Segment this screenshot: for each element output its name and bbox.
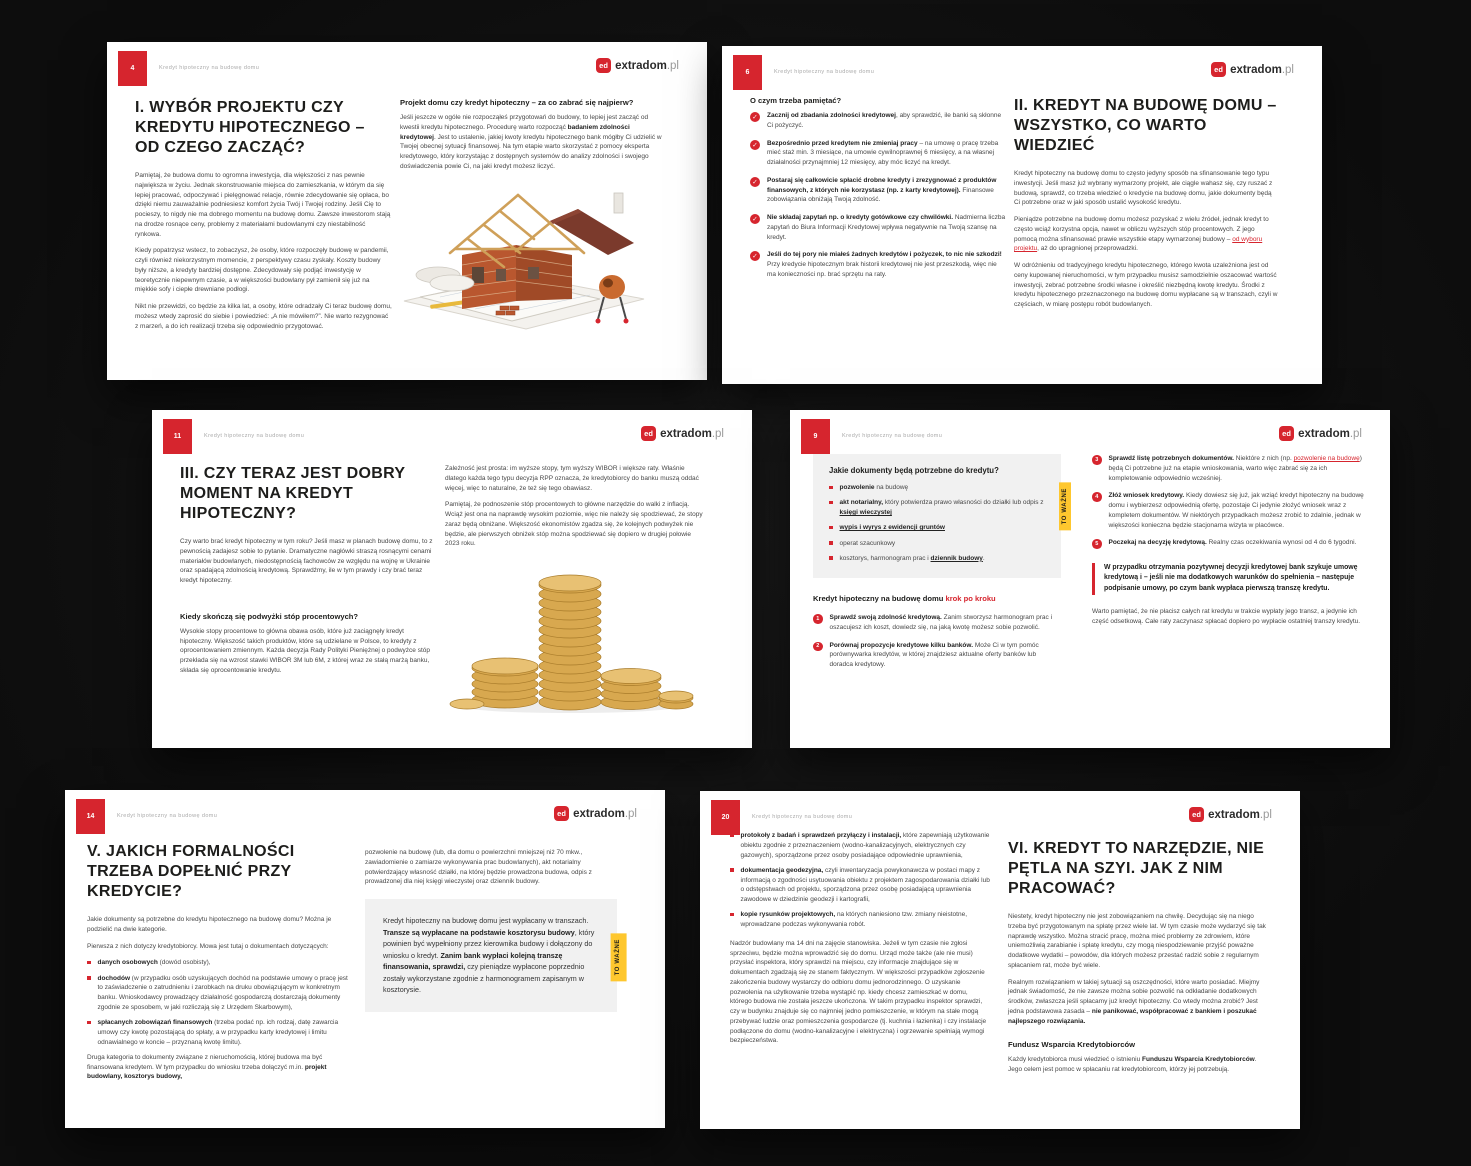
page-number: 6: [745, 69, 750, 76]
list-item: dokumentacja geodezyjna, czyli inwentaryzacja powykonawcza w postaci mapy z informacją o zgodności usytuowania obiektu z projektem zagospodarowania działki lub o odstępstwach od projektu, sporządzona przez osobę posiadającą uprawnienia zawodowe w dziedzinie geodezji i kartografii,: [730, 866, 990, 905]
paragraph: Kiedy popatrzysz wstecz, to zobaczysz, że osoby, które rozpoczęły budowę w pandemii, czyli również niekorzystnym momencie, z perspektywy czasu zyskały. Koszty budowy były niższe, a kredyty bardziej dostępne. Zdecydowały się podjąć inwestycję w teoretycznie niepewnym czasie, a w większości budowlany pył zamienił się już na miękkie sofy i ciepłe drewniane podłogi.: [135, 247, 389, 294]
paragraph: Każdy kredytobiorca musi wiedzieć o istnieniu Funduszu Wsparcia Kredytobiorców. Jego celem jest pomoc w spłacaniu rat kredytobiorcom, którzy jej potrzebują.: [1008, 1056, 1257, 1073]
square-bullet-icon: [87, 961, 91, 965]
breadcrumb: Kredyt hipoteczny na budowę domu: [774, 69, 875, 75]
slide-page-20: [700, 791, 1300, 1129]
list-item: kosztorys, harmonogram prac i dziennik budowy.: [829, 554, 1045, 564]
extradom-logo: [554, 806, 637, 821]
to-wazne-badge: TO WAŻNE: [611, 933, 627, 981]
extradom-logo: [1211, 62, 1294, 77]
logo-text: extradom.pl: [1230, 63, 1294, 76]
page-title: II. KREDYT NA BUDOWĘ DOMU – WSZYSTKO, CO WARTO WIEDZIEĆ: [1014, 97, 1277, 154]
paragraph: Kredyt hipoteczny na budowę domu to często jedyny sposób na sfinansowanie tego typu inwestycji. Jeśli masz już wybrany wymarzony projekt, ale ciągle wahasz się, czy ruszać z budową, sprawdź, co trzeba wiedzieć o kredycie na budowę domu, jakie dokumenty będą Ci potrzebne oraz w jaki sposób ustalić wysokość kredytu.: [1014, 170, 1273, 207]
extradom-logo-icon: ed: [641, 426, 656, 441]
left-column: [813, 454, 1068, 678]
page-number-tab: [801, 419, 830, 454]
list-item: protokoły z badań i sprawdzeń przyłączy i instalacji, które zapewniają użytkowanie obiektu zgodnie z przeznaczeniem (wodno-kanalizacyjnych, elektrycznych czy gazowych), sporządzone przez osoby posiadające odpowiednie uprawnienia,: [730, 831, 990, 860]
paragraph: Druga kategoria to dokumenty związane z nieruchomością, której budowa ma być finansowana kredytem. W tym przypadku do wniosku trzeba dołączyć m.in. projekt budowlany, kosztorys budowy,: [87, 1053, 327, 1081]
slide-page-11: [152, 410, 752, 748]
paragraph: Nadzór budowlany ma 14 dni na zajęcie stanowiska. Jeżeli w tym czasie nie zgłosi sprzeciwu, będzie można wprowadzić się do domu. Urząd może także (ale nie musi) przysłać inspektora, który sprawdzi na miejscu, czy informacje znajdujące się w dokumentach zgadzają się ze stanem faktycznym. W większości przypadków zgłoszenie zakończenia budowy wystarczy do odbioru domu jednorodzinnego. O uzyskanie pozwolenia na użytkowanie trzeba wystąpić np. kiedy chcesz zamieszkać w domu, którego budowa nie została jeszcze ukończona. W takim przypadku inspektor sprawdzi, czy w budynku znajduje się co najmniej jedno pomieszczenie, w którym na stałe mogą przebywać ludzie oraz pomieszczenia gospodarcze (tj. kuchnia i łazienka) i czy instalacje podłączone do domu (wodno-kanalizacyjne i elektryczna) i ogrzewanie spełniają wymogi bezpieczeństwa.: [730, 939, 987, 1045]
checklist-item: ✓ Postaraj się całkowicie spłacić drobne kredyty i zrezygnować z produktów finansowych, z których nie korzystasz (np. z karty kredytowej). Finansowe zobowiązania obniżają Twoją zdolność.: [750, 176, 1006, 205]
right-column: [1092, 454, 1364, 633]
steps-heading: Kredyt hipoteczny na budowę domu krok po kroku: [813, 594, 996, 603]
page-title: I. WYBÓR PROJEKTU CZY KREDYTU HIPOTECZNEGO – OD CZEGO ZACZĄĆ?: [135, 99, 365, 156]
paragraph: Warto pamiętać, że nie płacisz całych rat kredytu w trakcie wypłaty jego transz, a jedynie ich część odsetkową. Całe raty zaczynasz spłacać dopiero po wypłacie ostatniej transzy kredytu.: [1092, 607, 1361, 625]
breadcrumb: Kredyt hipoteczny na budowę domu: [159, 65, 260, 71]
checklist-title: O czym trzeba pamiętać?: [750, 96, 842, 105]
step-item: 1 Sprawdź swoją zdolność kredytową. Zanim stworzysz harmonogram prac i oszacujesz ich koszt, dowiedz się, na jaką kwotę możesz sobie pozwolić.: [813, 613, 1061, 633]
page-title: V. JAKICH FORMALNOŚCI TRZEBA DOPEŁNIĆ PRZY KREDYCIE?: [87, 843, 295, 900]
right-column: [1014, 96, 1278, 317]
paragraph: Nikt nie przewidzi, co będzie za kilka lat, a osoby, które odradzały Ci teraz budowę domu, możesz wtedy zaprosić do siebie i powiedzieć: „A nie mówiłem?”. Nie warto rezygnować z marzeń, a do ich realizacji trzeba się odpowiednio przygotować.: [135, 303, 392, 330]
page-number-tab: [711, 800, 740, 835]
bold-phrase: nie panikować, współpracować z bankiem i poszukać najlepszego rozwiązania.: [1008, 1007, 1257, 1025]
square-bullet-icon: [87, 1021, 91, 1025]
list-item: pozwolenie na budowę: [829, 483, 1045, 493]
paragraph: Niestety, kredyt hipoteczny nie jest zobowiązaniem na chwilę. Decydując się na niego trzeba być przygotowanym na spłatę przez wiele lat. W tym czasie może wydarzyć się tak naprawdę wszystko. Można stracić pracę, można mieć problemy ze zdrowiem, które uniemożliwią zarabianie i spłatę kredytu, czy mogą niespodziewanie przyjść poważne dodatkowe wydatki – powodów, dla których możesz przestać radzić sobie z regularnym spłacaniem rat, może być wiele.: [1008, 913, 1266, 969]
left-column: [135, 98, 393, 338]
slide-page-6: [722, 46, 1322, 384]
section-subtitle: Fundusz Wsparcia Kredytobiorców: [1008, 1040, 1135, 1050]
check-icon: ✓: [750, 214, 760, 224]
extradom-logo: [641, 426, 724, 441]
highlight-note: W przypadku otrzymania pozytywnej decyzji kredytowej bank szykuje umowę kredytową i – jeśli nie ma dodatkowych warunków do spełnienia – następuje podpisanie umowy, po czym bank wypłaca pierwszą transzę kredytu.: [1092, 563, 1364, 595]
paragraph: Realnym rozwiązaniem w takiej sytuacji są oszczędności, które warto posiadać. Miejmy jednak świadomość, że nie zawsze można sobie pozwolić na odkładanie dodatkowych środków, zwłaszcza jeśli spłacamy już kredyt hipoteczny. Co wtedy można zrobić? Jest jedna podstawowa zasada – nie panikować, współpracować z bankiem i poszukać najlepszego rozwiązania.: [1008, 978, 1260, 1025]
extradom-logo-icon: ed: [554, 806, 569, 821]
left-column: [750, 96, 1006, 288]
page-number: 4: [130, 65, 135, 72]
extradom-logo-icon: ed: [1211, 62, 1226, 77]
step-number-icon: 2: [813, 642, 823, 652]
logo-text: extradom.pl: [1298, 427, 1362, 440]
inline-link[interactable]: wypis i wyrys z ewidencji gruntów: [839, 524, 945, 532]
inline-link[interactable]: księgi wieczystej: [839, 509, 892, 516]
square-bullet-icon: [829, 556, 833, 560]
bold-phrase: projekt budowlany, kosztorys budowy,: [87, 1063, 327, 1081]
logo-suffix: .pl: [1259, 808, 1272, 821]
paragraph: Pamiętaj, że budowa domu to ogromna inwestycja, dla większości z nas pewnie największa w życiu. Jednak skonstruowanie miejsca do zamieszkania, w którym da się lepiej pracować, odpoczywać i pielęgnować relacje, równie zdecydowanie się opłaca, bo dzięki niemu zauważalnie podniesiesz komfort życia Twój i Twojej rodziny. Jeśli Cię to pocieszy, to nigdy nie ma dobrego momentu na budowę domu. Zawsze inwestorom stają na drodze rosnące ceny, problemy z materiałami budowlanymi czy niestabilność rynkowa.: [135, 172, 391, 238]
left-column: [180, 464, 438, 683]
important-box: TO WAŻNE Kredyt hipoteczny na budowę domu jest wypłacany w transzach. Transze są wypłacane na podstawie kosztorysu budowy, który powinien być wypełniony przez kierownika budowy i dołączony do wniosku o kredyt. Zanim bank wypłaci kolejną transzę finansowania, sprawdzi, czy pieniądze wypłacone poprzednio zostały wykorzystane zgodnie z harmonogramem zapisanym w kosztorysie.: [365, 899, 617, 1012]
right-column: [400, 98, 662, 331]
page-title: III. CZY TERAZ JEST DOBRY MOMENT NA KREDYT HIPOTECZNY?: [180, 465, 406, 522]
square-bullet-icon: [730, 913, 734, 917]
logo-suffix: .pl: [711, 427, 724, 440]
slide-page-14: [65, 790, 665, 1128]
paragraph: Pieniądze potrzebne na budowę domu możesz pozyskać z wielu źródeł, jednak kredyt to często wciąż korzystna opcja, nawet w obliczu wyższych stóp procentowych. Z jego pomocą można sfinansować prawie wszystkie etapy wymarzonej budowy – od wyboru projektu, aż do upragnionej przeprowadzki.: [1014, 216, 1269, 253]
checklist-item: ✓ Zacznij od zbadania zdolności kredytowej, aby sprawdzić, ile banki są skłonne Ci pożyczyć.: [750, 111, 1006, 131]
square-bullet-icon: [829, 541, 833, 545]
extradom-logo: [1279, 426, 1362, 441]
steps-heading-accent: krok po kroku: [945, 594, 996, 603]
list-item: spłacanych zobowiązań finansowych (trzeba podać np. ich rodzaj, datę zawarcia umowy czy kwotę pozostającą do spłaty, a w przypadku karty kredytowej i limitu odnawialnego w koncie – przyznaną kwotę limitu).: [87, 1018, 349, 1047]
square-bullet-icon: [829, 501, 833, 505]
step-number-icon: 4: [1092, 492, 1102, 502]
list-item: danych osobowych (dowód osobisty),: [87, 958, 349, 968]
page-number-tab: [118, 51, 147, 86]
square-bullet-icon: [829, 526, 833, 530]
list-item: dochodów (w przypadku osób uzyskujących dochód na podstawie umowy o pracę jest to zaświadczenie o zatrudnieniu i zarobkach na druku obowiązującym w konkretnym banku. Wnioskodawcy prowadzący działalność gospodarczą dostarczają dokumenty zgodnie ze sposobem, w jaki rozliczają się z Urzędem Skarbowym),: [87, 974, 349, 1013]
to-wazne-badge: TO WAŻNE: [1059, 482, 1071, 530]
extradom-logo-icon: ed: [1279, 426, 1294, 441]
page-number-tab: [163, 419, 192, 454]
paragraph: Jeśli jeszcze w ogóle nie rozpocząłeś przygotowań do budowy, to lepiej jest zacząć od kwestii kredytu hipotecznego. Procedurę warto rozpocząć badaniem zdolności kredytowej. Jest to ustalenie, jakiej kwoty kredytu hipotecznego bank mógłby Ci udzielić w Twojej obecnej sytuacji finansowej. Na tym etapie warto skorzystać z pomocy eksperta kredytowego, który korzystając z dostępnych systemów do analizy zdolności i swojego doświadczenia powie Ci, na jaki kredyt możesz liczyć.: [400, 114, 662, 170]
square-bullet-icon: [87, 976, 91, 980]
page-number: 9: [813, 433, 818, 440]
checklist-item: ✓ Jeśli do tej pory nie miałeś żadnych kredytów i pożyczek, to nic nie szkodzi! Przy kredycie hipotecznym brak historii kredytowej nie jest przeszkodą, więc nie ma konieczności np. brać sprzętu na raty.: [750, 250, 1006, 279]
extradom-logo-icon: ed: [596, 58, 611, 73]
paragraph: Czy warto brać kredyt hipoteczny w tym roku? Jeśli masz w planach budowę domu, to z pewnością zadajesz sobie to pytanie. Dramatyczne nagłówki straszą rosnącymi cenami materiałów budowlanych, niedostępnością fachowców ze względu na wojnę w Ukrainie oraz spadającą zdolnością kredytową. Sprawdźmy, ile w tym prawdy i czy brać teraz kredyt hipoteczny.: [180, 538, 433, 584]
logo-text: extradom.pl: [1208, 808, 1272, 821]
section-subtitle: Kiedy skończą się podwyżki stóp procentowych?: [180, 611, 359, 621]
paragraph: Wysokie stopy procentowe to główna obawa osób, które już zaciągnęły kredyt hipoteczny. Większość takich produktów, które są udzielane w Polsce, to kredyty z oprocentowaniem zmiennym. Każda decyzja Rady Polityki Pieniężnej o podwyżce stóp przekłada się na wzrost stawki WIBOR 3M lub 6M, z której wraz ze stałą marżą banku, składa się oprocentowanie kredytu.: [180, 627, 431, 674]
list-item: [829, 523, 1045, 533]
step-item: 2 Porównaj propozycje kredytowe kilku banków. Może Ci w tym pomóc porównywarka kredytów, w której znajdziesz aktualne oferty banków lub doradca kredytowy.: [813, 641, 1061, 670]
page-title: VI. KREDYT TO NARZĘDZIE, NIE PĘTLA NA SZYI. JAK Z NIM PRACOWAĆ?: [1008, 840, 1265, 897]
square-bullet-icon: [730, 868, 734, 872]
page-number-tab: [76, 799, 105, 834]
step-number-icon: 3: [1092, 455, 1102, 465]
house-construction-image: [400, 179, 648, 331]
list-item: operat szacunkowy: [829, 539, 1045, 549]
bold-phrase: Zanim bank wypłaci kolejną transzę finansowania, sprawdzi,: [383, 950, 563, 972]
logo-text: extradom.pl: [615, 59, 679, 72]
page-number-tab: [733, 55, 762, 90]
bold-phrase: badaniem zdolności kredytowej: [400, 123, 630, 141]
check-icon: ✓: [750, 140, 760, 150]
step-item: 3 Sprawdź listę potrzebnych dokumentów. Niektóre z nich (np. pozwolenie na budowę) będą Ci potrzebne już na etapie wnioskowania, warto więc zabrać się za ich kompletowanie odpowiednio wcześniej.: [1092, 454, 1364, 483]
logo-suffix: .pl: [624, 807, 637, 820]
slide-page-4: [107, 42, 707, 380]
page-number: 20: [721, 814, 730, 821]
check-icon: ✓: [750, 177, 760, 187]
logo-suffix: .pl: [666, 59, 679, 72]
breadcrumb: Kredyt hipoteczny na budowę domu: [752, 814, 853, 820]
documents-box-title: Jakie dokumenty będą potrzebne do kredytu?: [829, 466, 999, 475]
bold-phrase: Funduszu Wsparcia Kredytobiorców: [1142, 1056, 1255, 1064]
documents-box: [813, 454, 1068, 578]
breadcrumb: Kredyt hipoteczny na budowę domu: [204, 433, 305, 439]
breadcrumb: Kredyt hipoteczny na budowę domu: [117, 813, 218, 819]
inline-link[interactable]: od wyboru projektu: [1014, 235, 1263, 253]
page-number: 14: [86, 813, 95, 820]
paragraph: pozwolenie na budowę (lub, dla domu o powierzchni mniejszej niż 70 mkw., zawiadomienie o zamiarze wykonywania prac budowlanych), akt notarialny potwierdzający własność działki, na której będzie prowadzona budowa, odpis z prowadzonej dla niej księgi wieczystej oraz dziennik budowy.: [365, 849, 592, 886]
right-column: [1008, 839, 1270, 1082]
checklist-item: ✓ Bezpośrednio przed kredytem nie zmieniaj pracy – na umowę o pracę trzeba mieć staż min. 3 miesiące, na umowie cywilnoprawnej 6 miesięcy, a na własnej działalności przynajmniej 12 miesięcy, aby móc liczyć na kredyt.: [750, 139, 1006, 168]
paragraph: Pamiętaj, że podnoszenie stóp procentowych to główne narzędzie do walki z inflacją. Wciąż jest ona na naprawdę wysokim poziomie, więc nie należy się spodziewać, że stopy zaraz będą obniżane. Większość ekonomistów zgadza się, że kolejnych podwyżek nie będzie, ale pierwszych obniżek stóp można spodziewać się dopiero w drugiej połowie 2023 roku.: [445, 501, 703, 548]
paragraph: Jakie dokumenty są potrzebne do kredytu hipotecznego na budowę domu? Można je podzielić na dwie kategorie.: [87, 916, 332, 933]
paragraph: Pierwsza z nich dotyczy kredytobiorcy. Mowa jest tutaj o dokumentach dotyczących:: [87, 942, 329, 950]
check-icon: ✓: [750, 251, 760, 261]
step-number-icon: 5: [1092, 539, 1102, 549]
extradom-logo: [1189, 807, 1272, 822]
extradom-logo: [596, 58, 679, 73]
list-item: kopie rysunków projektowych, na których naniesiono tzw. zmiany nieistotne, wprowadzane podczas wykonywania robót.: [730, 910, 990, 930]
step-number-icon: 1: [813, 614, 823, 624]
section-subtitle: Projekt domu czy kredyt hipoteczny – za co zabrać się najpierw?: [400, 98, 634, 107]
breadcrumb: Kredyt hipoteczny na budowę domu: [842, 433, 943, 439]
page-number: 11: [173, 433, 182, 440]
extradom-logo-icon: ed: [1189, 807, 1204, 822]
right-column: [365, 848, 622, 1012]
step-item: 5 Poczekaj na decyzję kredytową. Realny czas oczekiwania wynosi od 4 do 6 tygodni.: [1092, 538, 1364, 549]
logo-text: extradom.pl: [660, 427, 724, 440]
paragraph: Zależność jest prosta: im wyższe stopy, tym wyższy WIBOR i większe raty. Właśnie dlatego każda tego typu decyzja RPP oznacza, że kredytobiorcy do banku muszą oddać więcej, więc to naturalne, że też się tego obawiasz.: [445, 465, 699, 492]
checklist-item: ✓ Nie składaj zapytań np. o kredyty gotówkowe czy chwilówki. Nadmierna liczba zapytań do Biura Informacji Kredytowej wpływa negatywnie na Twoją szansę na kredyt.: [750, 213, 1006, 242]
logo-suffix: .pl: [1349, 427, 1362, 440]
square-bullet-icon: [829, 486, 833, 490]
inline-link[interactable]: dziennik budowy: [930, 554, 983, 562]
paragraph: W odróżnieniu od tradycyjnego kredytu hipotecznego, którego kwota uzależniona jest od ceny kupowanej nieruchomości, w tym przypadku musisz samodzielnie oszacować wartość inwestycji, zebrać potrzebne środki własne i określić niezbędną kwotę kredytu. Środki z kredytu hipotecznego przeznaczonego na budowę domu wypłacane są w transzach, czyli w częściach, w miarę postępu robót budowlanych.: [1014, 262, 1278, 308]
left-column: [730, 831, 990, 1053]
bold-phrase: Transze są wypłacane na podstawie kosztorysu budowy: [383, 927, 575, 937]
logo-text: extradom.pl: [573, 807, 637, 820]
left-column: [87, 842, 349, 1089]
coins-image: [445, 556, 695, 714]
list-item: akt notarialny, który potwierdza prawo własności do działki lub odpis z księgi wieczystej: [829, 498, 1045, 518]
inline-link[interactable]: pozwolenie na budowę: [1293, 455, 1360, 462]
right-column: [445, 464, 707, 714]
logo-suffix: .pl: [1281, 63, 1294, 76]
step-item: 4 Złóż wniosek kredytowy. Kiedy dowiesz się już, jak wziąć kredyt hipoteczny na budowę domu i wybierzesz odpowiednią ofertę, pozostaje Ci jedynie złożyć wniosek wraz z kompletem dokumentów. W niektórych przypadkach możesz zrobić to zdalnie, jednak w większości konieczna będzie stacjonarna wizyta w placówce.: [1092, 491, 1364, 530]
slide-page-9: [790, 410, 1390, 748]
square-bullet-icon: [730, 834, 734, 838]
check-icon: ✓: [750, 112, 760, 122]
